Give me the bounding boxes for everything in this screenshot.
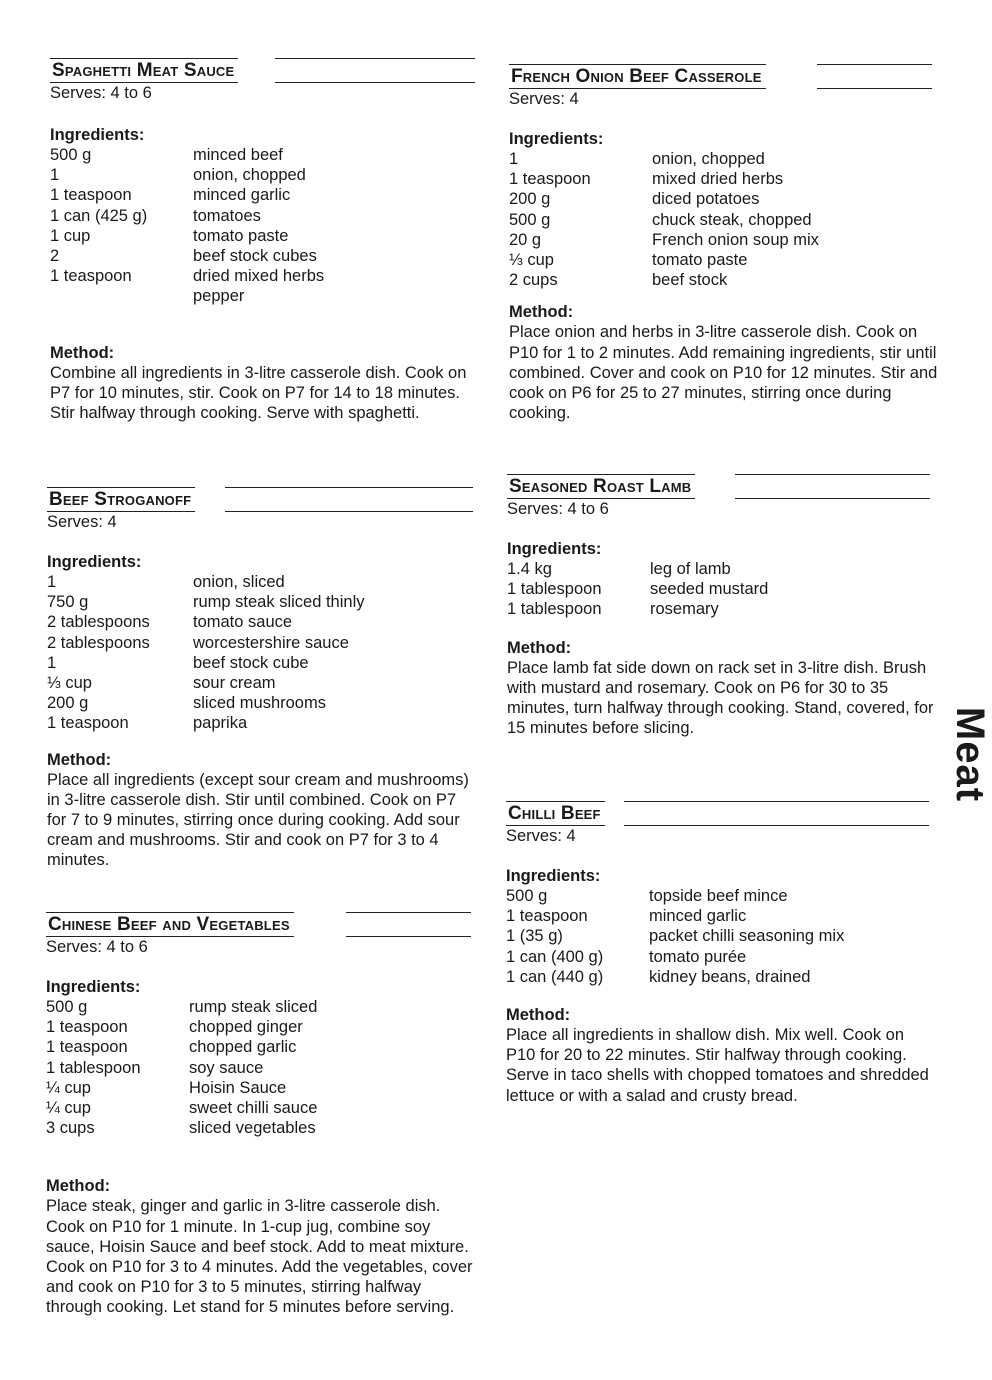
ingredient-item: minced garlic — [193, 186, 291, 205]
ingredient-qty: 500 g — [509, 210, 551, 229]
ingredient-item: leg of lamb — [650, 560, 731, 578]
ingredient-qty: 1 (35 g) — [506, 927, 563, 946]
recipe-title: French Onion Beef Casserole — [509, 64, 766, 89]
ingredient-qty: 750 g — [47, 593, 89, 612]
ingredient-qty: 1 cup — [50, 226, 91, 245]
ingredient-qty: 1 — [50, 166, 60, 185]
ingredient-qty — [50, 286, 193, 306]
ingredient-qty: 1 can (425 g) — [50, 206, 148, 225]
ingredient-item: mixed dried herbs — [652, 170, 784, 189]
ingredient-item: worcestershire sauce — [193, 633, 349, 652]
method-text: Place onion and herbs in 3-litre casserole dish. Cook on P10 for 1 to 2 minutes. Add remaining ingredients, stir until combined. Cover and cook on P10 for 12 minutes. Stir and cook on P6 for 25 to 27 minutes, stirring once during cooking. — [509, 323, 938, 423]
ingredient-item: packet chilli seasoning mix — [649, 927, 845, 946]
ingredient-qty: 200 g — [509, 190, 551, 209]
recipe-beef-stroganoff — [47, 487, 477, 871]
recipe-title: Spaghetti Meat Sauce — [50, 58, 238, 83]
ingredient-qty: 1 teaspoon — [50, 186, 132, 205]
ingredient-item: Hoisin Sauce — [189, 1078, 287, 1097]
serves: Serves: 4 to 6 — [50, 84, 152, 102]
ingredient-qty: 1 teaspoon — [46, 1038, 128, 1057]
ingredient-qty: 1 tablespoon — [507, 600, 602, 619]
ingredient-item: topside beef mince — [649, 887, 788, 905]
ingredient-qty: 1 tablespoon — [507, 580, 602, 599]
ingredient-list — [46, 997, 476, 1138]
ingredient-qty: 1 teaspoon — [509, 170, 591, 189]
ingredient-qty: 1 can (440 g) — [506, 967, 604, 986]
ingredient-item: tomato paste — [193, 226, 289, 245]
serves: Serves: 4 — [47, 513, 117, 531]
ingredient-item: sliced mushrooms — [193, 694, 326, 713]
ingredient-qty: 1 can (400 g) — [506, 947, 604, 966]
method-heading: Method: — [507, 638, 572, 657]
serves: Serves: 4 — [509, 90, 579, 108]
ingredient-item: onion, chopped — [193, 166, 306, 185]
ingredient-item: rump steak sliced thinly — [193, 593, 365, 612]
ingredient-qty: 1 tablespoon — [46, 1058, 141, 1077]
ingredient-item: chuck steak, chopped — [652, 210, 812, 229]
serves: Serves: 4 — [506, 827, 576, 845]
ingredient-item: tomatoes — [193, 206, 261, 225]
ingredient-qty: 200 g — [47, 694, 89, 713]
section-tab-label: Meat — [948, 706, 992, 803]
ingredient-list — [507, 559, 937, 620]
ingredient-qty: 1 teaspoon — [47, 714, 129, 733]
recipe-french-onion-beef-casserole — [509, 64, 939, 423]
ingredients-heading: Ingredients: — [506, 867, 601, 885]
ingredients-heading: Ingredients: — [50, 126, 145, 144]
ingredient-qty: 500 g — [46, 998, 88, 1016]
ingredient-item: chopped garlic — [189, 1038, 297, 1057]
ingredient-qty: 1 teaspoon — [50, 267, 132, 286]
ingredient-qty: 2 tablespoons — [47, 613, 150, 632]
ingredient-item: beef stock — [652, 271, 728, 290]
ingredient-qty: 20 g — [509, 230, 542, 249]
ingredients-heading: Ingredients: — [509, 130, 604, 148]
ingredient-item: chopped ginger — [189, 1018, 303, 1037]
recipe-title: Beef Stroganoff — [47, 487, 195, 512]
ingredient-qty: 1 teaspoon — [506, 907, 588, 926]
ingredient-item: French onion soup mix — [652, 230, 819, 249]
recipe-spaghetti-meat-sauce — [50, 58, 480, 423]
ingredient-item: rump steak sliced — [189, 998, 318, 1016]
ingredient-item: tomato paste — [652, 251, 748, 270]
ingredient-qty: 2 cups — [509, 271, 558, 290]
ingredient-qty: 1 — [47, 653, 57, 672]
method-text: Place steak, ginger and garlic in 3-litre casserole dish. Cook on P10 for 1 minute. In 1-cup jug, combine soy sauce, Hoisin Sauce and beef stock. Add to meat mixture. Cook on P10 for 3 to 4 minutes. Add the vegetables, cover and cook on P10 for 3 to 5 minutes, stirring halfway through cooking. Let stand for 5 minutes before serving. — [46, 1197, 473, 1317]
method-heading: Method: — [47, 750, 112, 769]
ingredient-list — [506, 886, 936, 987]
method-text: Place all ingredients (except sour cream and mushrooms) in 3-litre casserole dish. Stir until combined. Cook on P7 for 7 to 9 minutes, stirring once during cooking. Add sour cream and mushrooms. Stir and cook on P7 for 3 to 4 minutes. — [47, 770, 469, 870]
ingredient-item: sour cream — [193, 674, 276, 693]
ingredient-qty: 1.4 kg — [507, 560, 552, 578]
recipe-chinese-beef-and-vegetables — [46, 912, 476, 1318]
recipe-title: Chilli Beef — [506, 801, 605, 826]
ingredients-heading: Ingredients: — [47, 553, 142, 571]
ingredient-qty: 2 tablespoons — [47, 633, 150, 652]
ingredient-item: soy sauce — [189, 1058, 264, 1077]
ingredient-item: minced garlic — [649, 907, 747, 926]
recipe-title: Seasoned Roast Lamb — [507, 474, 695, 499]
ingredients-heading: Ingredients: — [507, 540, 602, 558]
ingredient-qty: ⅓ cup — [47, 674, 92, 693]
ingredients-heading: Ingredients: — [46, 978, 141, 996]
ingredient-list — [509, 149, 939, 290]
serves: Serves: 4 to 6 — [46, 938, 148, 956]
ingredient-qty: ⅓ cup — [509, 251, 554, 270]
ingredient-qty: 500 g — [50, 146, 92, 164]
ingredient-qty: 1 — [47, 573, 57, 591]
ingredient-item: seeded mustard — [650, 580, 769, 599]
ingredient-qty: ¼ cup — [46, 1099, 91, 1118]
recipe-title: Chinese Beef and Vegetables — [46, 912, 294, 937]
ingredient-item: tomato sauce — [193, 613, 293, 632]
ingredient-item: diced potatoes — [652, 190, 760, 209]
serves: Serves: 4 to 6 — [507, 500, 609, 518]
method-heading: Method: — [506, 1006, 571, 1025]
ingredient-qty: 500 g — [506, 887, 548, 905]
ingredient-item: dried mixed herbs — [193, 267, 325, 286]
ingredient-qty: 3 cups — [46, 1119, 95, 1138]
method-text: Place lamb fat side down on rack set in 3-litre dish. Brush with mustard and rosemary. Cook on P6 for 30 to 35 minutes, turn halfway through cooking. Stand, covered, for 15 minutes before slicing. — [507, 658, 934, 738]
ingredient-item: pepper — [193, 287, 245, 306]
ingredient-item: paprika — [193, 714, 248, 733]
ingredient-item: onion, chopped — [652, 150, 765, 168]
method-text: Place all ingredients in shallow dish. Mix well. Cook on P10 for 20 to 22 minutes. Stir halfway through cooking. Serve in taco shells with chopped tomatoes and shredded lettuce or with a salad and crusty bread. — [506, 1026, 929, 1105]
ingredient-list — [47, 572, 477, 734]
ingredient-item: minced beef — [193, 146, 283, 164]
ingredient-item: sweet chilli sauce — [189, 1099, 318, 1118]
ingredient-item: onion, sliced — [193, 573, 285, 591]
method-text: Combine all ingredients in 3-litre casserole dish. Cook on P7 for 10 minutes, stir. Cook on P7 for 14 to 18 minutes. Stir halfway through cooking. Serve with spaghetti. — [50, 363, 467, 423]
recipe-chilli-beef — [506, 801, 936, 1106]
ingredient-item: tomato purée — [649, 947, 747, 966]
method-heading: Method: — [50, 343, 115, 362]
ingredient-qty: 2 — [50, 247, 60, 266]
recipe-seasoned-roast-lamb — [507, 474, 937, 738]
section-tab — [940, 706, 992, 803]
ingredient-qty: 1 teaspoon — [46, 1018, 128, 1037]
method-heading: Method: — [46, 1177, 111, 1196]
ingredient-item: kidney beans, drained — [649, 967, 811, 986]
ingredient-item: beef stock cube — [193, 653, 309, 672]
ingredient-qty: 1 — [509, 150, 519, 168]
method-heading: Method: — [509, 303, 574, 322]
ingredient-list — [50, 145, 480, 307]
ingredient-item: beef stock cubes — [193, 247, 317, 266]
ingredient-item: rosemary — [650, 600, 719, 619]
ingredient-qty: ¼ cup — [46, 1078, 91, 1097]
ingredient-item: sliced vegetables — [189, 1119, 316, 1138]
